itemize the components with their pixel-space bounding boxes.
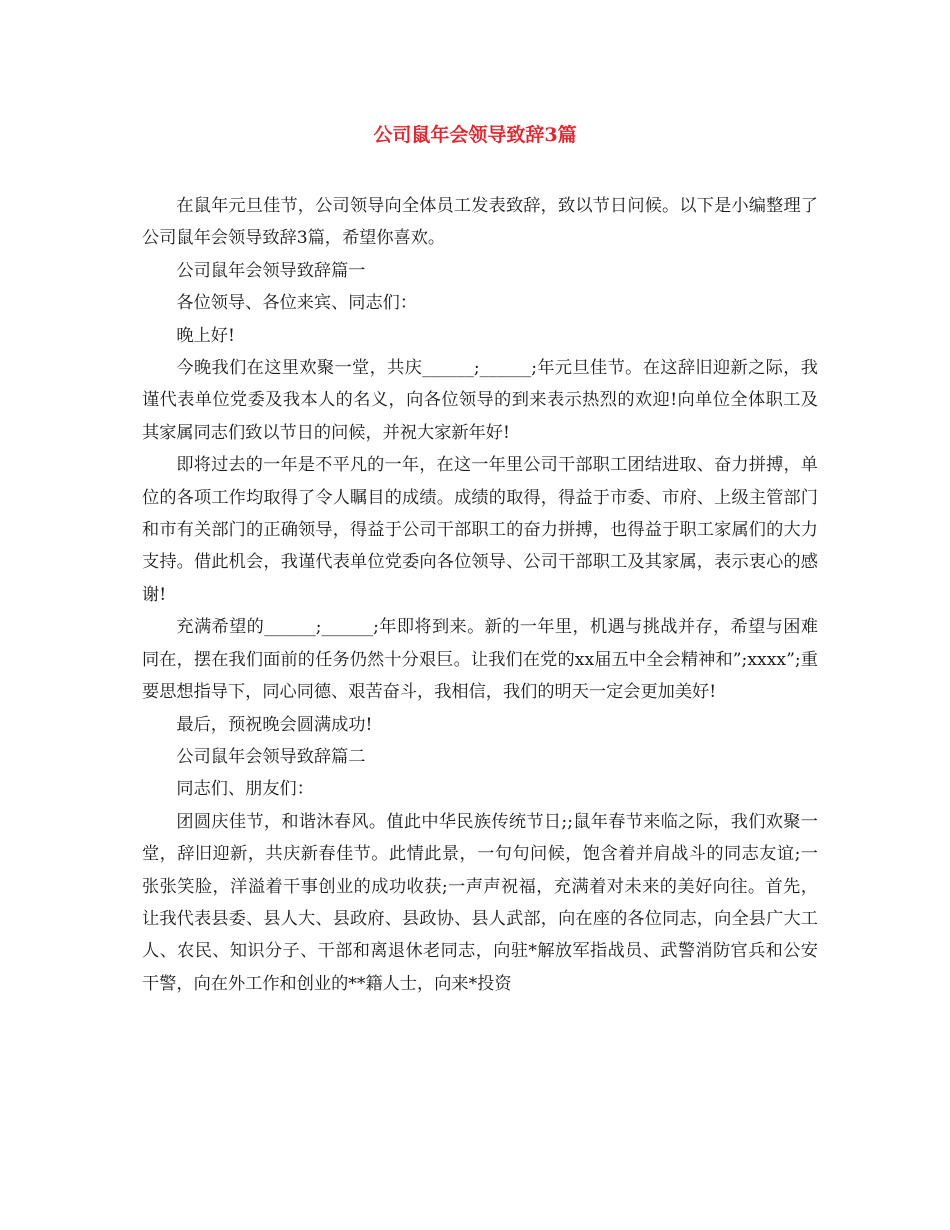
section-heading-2: 公司鼠年会领导致辞篇二 [176,746,366,767]
salutation-2: 同志们、朋友们： [176,779,314,800]
section-heading-1: 公司鼠年会领导致辞篇一 [176,260,366,281]
paragraph: 充满希望的______;______;年即将到来。新的一年里，机遇与挑战并存，希望与困难同在，摆在我们面前的任务仍然十分艰巨。让我们在党的xx届五中全会精神和”;xxxx”;重要思想指导下，同心同德、艰苦奋斗，我相信，我们的明天一定会更加美好! [142,617,818,703]
paragraph-intro: 在鼠年元旦佳节，公司领导向全体员工发表致辞，致以节日问候。以下是小编整理了公司鼠年会领导致辞3篇，希望你喜欢。 [142,196,818,249]
closing-line: 最后，预祝晚会圆满成功! [176,714,373,735]
paragraph: 团圆庆佳节，和谐沐春风。值此中华民族传统节日;;鼠年春节来临之际，我们欢聚一堂，辞旧迎新，共庆新春佳节。此情此景，一句句问候，饱含着并肩战斗的同志友谊;一张张笑脸，洋溢着干事创业的成功收获;一声声祝福，充满着对未来的美好向往。首先，让我代表县委、县人大、县政府、县政协、县人武部，向在座的各位同志，向全县广大工人、农民、知识分子、干部和离退休老同志，向驻*解放军指战员、武警消防官兵和公安干警，向在外工作和创业的**籍人士，向来*投资 [142,811,818,994]
paragraph: 今晚我们在这里欢聚一堂，共庆______;______;年元旦佳节。在这辞旧迎新之际，我谨代表单位党委及我本人的名义，向各位领导的到来表示热烈的欢迎!向单位全体职工及其家属同志们致以节日的问候，并祝大家新年好! [142,358,818,443]
greeting: 晚上好! [176,325,235,346]
salutation-1: 各位领导、各位来宾、同志们： [176,293,418,314]
document-title: 公司鼠年会领导致辞3篇 [373,124,577,146]
paragraph: 即将过去的一年是不平凡的一年，在这一年里公司干部职工团结进取、奋力拼搏，单位的各项工作均取得了令人瞩目的成绩。成绩的取得，得益于市委、市府、上级主管部门和市有关部门的正确领导，得益于公司干部职工的奋力拼搏，也得益于职工家属们的大力支持。借此机会，我谨代表单位党委向各位领导、公司干部职工及其家属，表示衷心的感谢! [142,455,818,605]
document-body [142,190,818,1000]
